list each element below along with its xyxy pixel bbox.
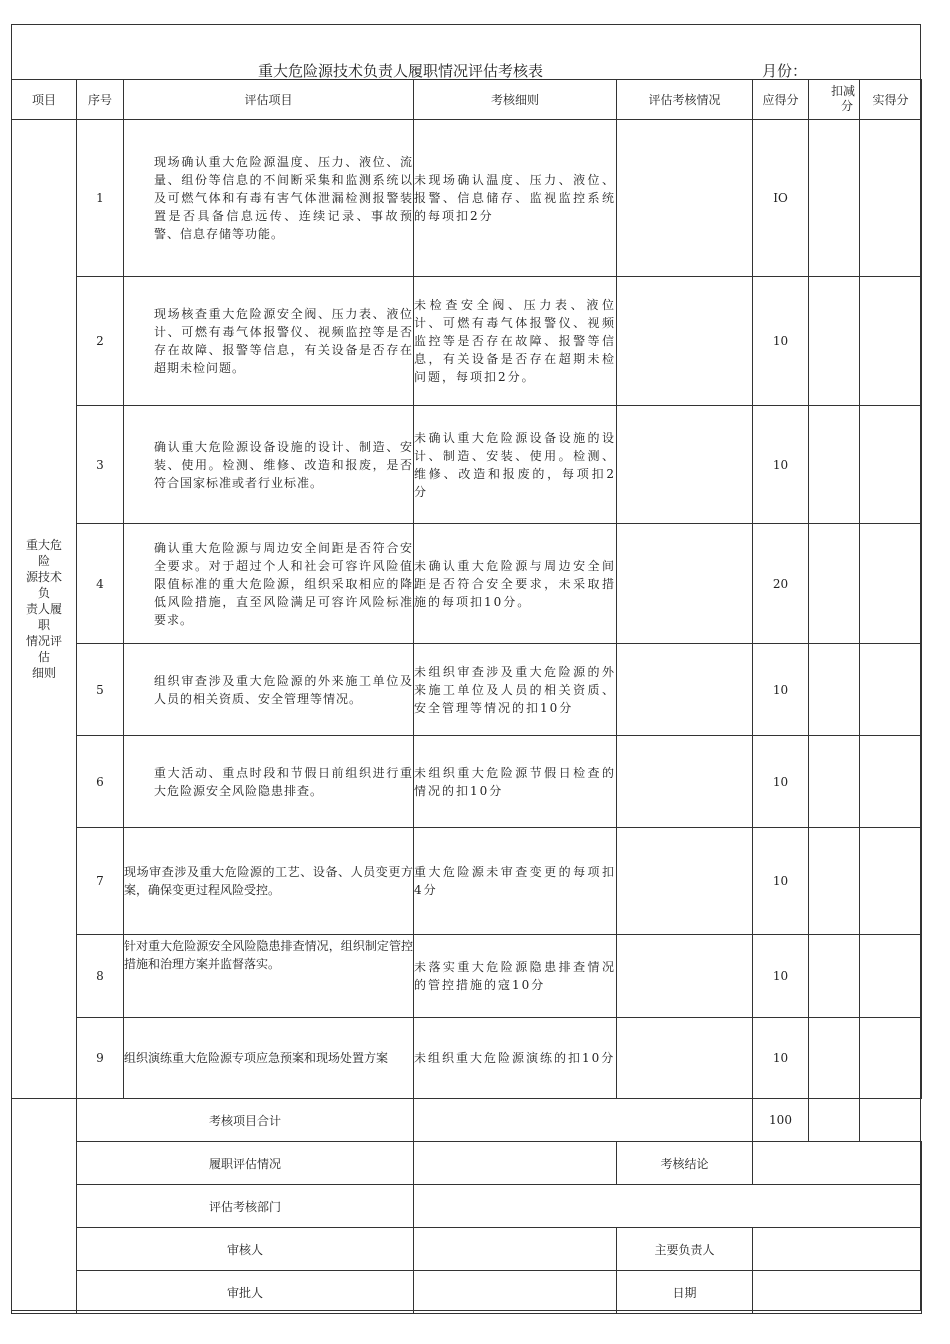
row-item: 现场确认重大危险源温度、压力、液位、流量、组份等信息的不间断采集和监测系统以及可燃气体和有毒有害气体泄漏检测报警装置是否具备信息远传、连续记录、事故预警、信息存储等功能。	[124, 120, 414, 277]
evaluation-table	[11, 79, 922, 1314]
row-status[interactable]	[617, 1018, 753, 1099]
row-deduct[interactable]	[809, 736, 860, 828]
row-rule: 未确认重大危险源与周边安全间距是否符合安全要求，未采取措施的每项扣10分。	[414, 524, 617, 644]
row-actual[interactable]	[860, 828, 922, 935]
table-row	[12, 828, 922, 935]
row-seq: 4	[77, 524, 124, 644]
row-deduct[interactable]	[809, 644, 860, 736]
category-line: 情况评	[25, 634, 62, 648]
row-deduct[interactable]	[809, 406, 860, 524]
col-deduct-header	[809, 80, 860, 120]
blank-cell	[12, 1228, 77, 1271]
row-seq: 9	[77, 1018, 124, 1099]
category-line: 险	[37, 554, 50, 568]
total-value: 100	[753, 1099, 809, 1142]
row-status[interactable]	[617, 736, 753, 828]
table-row	[12, 1018, 922, 1099]
total-row	[12, 1099, 922, 1142]
col-rule-header: 考核细则	[414, 80, 617, 120]
row-item: 确认重大危险源与周边安全间距是否符合安全要求。对于超过个人和社会可容许风险值限值标准的重大危险源，组织采取相应的降低风险措施，直至风险满足可容许风险标准要求。	[124, 524, 414, 644]
row-actual[interactable]	[860, 935, 922, 1018]
row-rule: 未组织审查涉及重大危险源的外来施工单位及人员的相关资质、安全管理等情况的扣10分	[414, 644, 617, 736]
row-actual[interactable]	[860, 644, 922, 736]
total-notes[interactable]	[414, 1099, 753, 1142]
category-cell	[12, 120, 77, 1099]
row-item: 现场核查重大危险源安全阀、压力表、液位计、可燃有毒气体报警仪、视频监控等是否存在故障、报警等信息，有关设备是否存在超期未检问题。	[124, 277, 414, 406]
row-status[interactable]	[617, 644, 753, 736]
deduct-header-line2: 分	[840, 99, 853, 113]
blank-cell	[12, 1185, 77, 1228]
table-row	[12, 736, 922, 828]
row-rule: 未检查安全阀、压力表、液位计、可燃有毒气体报警仪、视频监控等是否存在故障、报警等信息，有关设备是否存在超期未检问题，每项扣2分。	[414, 277, 617, 406]
category-line: 源技术	[25, 570, 62, 584]
header-row	[12, 80, 922, 120]
row-rule: 未组织重大危险源演练的扣10分	[414, 1018, 617, 1099]
col-actual-header: 实得分	[860, 80, 922, 120]
category-line: 细则	[31, 666, 56, 680]
row-item: 组织审查涉及重大危险源的外来施工单位及人员的相关资质、安全管理等情况。	[124, 644, 414, 736]
row-due-score: IO	[753, 120, 809, 277]
conclusion-value[interactable]	[753, 1142, 922, 1185]
row-status[interactable]	[617, 120, 753, 277]
table-row	[12, 644, 922, 736]
reviewer-row	[12, 1228, 922, 1271]
blank-cell	[12, 1271, 77, 1314]
row-seq: 1	[77, 120, 124, 277]
row-actual[interactable]	[860, 524, 922, 644]
performance-value[interactable]	[414, 1142, 617, 1185]
category-line: 重大危	[25, 538, 62, 552]
row-actual[interactable]	[860, 277, 922, 406]
performance-label: 履职评估情况	[77, 1142, 414, 1185]
row-item: 组织演练重大危险源专项应急预案和现场处置方案	[124, 1018, 414, 1099]
row-rule: 未现场确认温度、压力、液位、报警、信息储存、监视监控系统的每项扣2分	[414, 120, 617, 277]
col-item-header: 评估项目	[124, 80, 414, 120]
row-actual[interactable]	[860, 1018, 922, 1099]
col-status-header: 评估考核情况	[617, 80, 753, 120]
deduct-header-line1: 扣减	[830, 84, 855, 98]
row-rule: 未确认重大危险源设备设施的设计、制造、安装、使用。检测、维修、改造和报废的，每项扣2分	[414, 406, 617, 524]
row-due-score: 10	[753, 736, 809, 828]
approver-label: 审批人	[77, 1271, 414, 1314]
approver-row	[12, 1271, 922, 1314]
total-deduct[interactable]	[809, 1099, 860, 1142]
col-seq-header: 序号	[77, 80, 124, 120]
row-item: 针对重大危险源安全风险隐患排查情况，组织制定管控措施和治理方案并监督落实。	[124, 935, 414, 1018]
table-row	[12, 406, 922, 524]
row-seq: 3	[77, 406, 124, 524]
row-due-score: 10	[753, 406, 809, 524]
row-due-score: 10	[753, 828, 809, 935]
row-status[interactable]	[617, 277, 753, 406]
row-seq: 6	[77, 736, 124, 828]
conclusion-label: 考核结论	[617, 1142, 753, 1185]
row-deduct[interactable]	[809, 524, 860, 644]
department-row	[12, 1185, 922, 1228]
row-deduct[interactable]	[809, 120, 860, 277]
total-label: 考核项目合计	[77, 1099, 414, 1142]
blank-cell	[12, 1099, 77, 1142]
blank-cell	[12, 1142, 77, 1185]
row-status[interactable]	[617, 406, 753, 524]
row-item: 确认重大危险源设备设施的设计、制造、安装、使用。检测、维修、改造和报废，是否符合国家标准或者行业标准。	[124, 406, 414, 524]
row-actual[interactable]	[860, 736, 922, 828]
row-seq: 2	[77, 277, 124, 406]
department-label: 评估考核部门	[77, 1185, 414, 1228]
row-rule: 未落实重大危险源隐患排查情况的管控措施的寇10分	[414, 935, 617, 1018]
row-actual[interactable]	[860, 406, 922, 524]
table-row	[12, 524, 922, 644]
row-deduct[interactable]	[809, 935, 860, 1018]
row-status[interactable]	[617, 524, 753, 644]
row-deduct[interactable]	[809, 277, 860, 406]
row-seq: 8	[77, 935, 124, 1018]
category-line: 责人履	[25, 602, 62, 616]
row-item: 现场审查涉及重大危险源的工艺、设备、人员变更方案，确保变更过程风险受控。	[124, 828, 414, 935]
month-label: 月份：	[762, 62, 808, 80]
col-category-header: 项目	[12, 80, 77, 120]
row-due-score: 10	[753, 935, 809, 1018]
row-status[interactable]	[617, 828, 753, 935]
row-seq: 7	[77, 828, 124, 935]
row-deduct[interactable]	[809, 828, 860, 935]
col-due-header: 应得分	[753, 80, 809, 120]
category-line: 估	[37, 650, 50, 664]
approver-value[interactable]	[414, 1271, 617, 1314]
row-due-score: 10	[753, 1018, 809, 1099]
performance-row	[12, 1142, 922, 1185]
row-due-score: 20	[753, 524, 809, 644]
row-rule: 重大危险源未审查变更的每项扣4分	[414, 828, 617, 935]
principal-label: 主要负责人	[617, 1228, 753, 1271]
reviewer-value[interactable]	[414, 1228, 617, 1271]
date-value[interactable]	[753, 1271, 922, 1314]
row-deduct[interactable]	[809, 1018, 860, 1099]
category-line: 负	[37, 586, 50, 600]
row-status[interactable]	[617, 935, 753, 1018]
row-seq: 5	[77, 644, 124, 736]
row-rule: 未组织重大危险源节假日检查的情况的扣10分	[414, 736, 617, 828]
category-line: 职	[37, 618, 50, 632]
row-due-score: 10	[753, 277, 809, 406]
row-due-score: 10	[753, 644, 809, 736]
table-row	[12, 120, 922, 277]
row-item: 重大活动、重点时段和节假日前组织进行重大危险源安全风险隐患排查。	[124, 736, 414, 828]
principal-value[interactable]	[753, 1228, 922, 1271]
table-row	[12, 935, 922, 1018]
form-title: 重大危险源技术负责人履职情况评估考核表	[258, 62, 544, 80]
department-value[interactable]	[414, 1185, 922, 1228]
row-actual[interactable]	[860, 120, 922, 277]
total-actual[interactable]	[860, 1099, 922, 1142]
reviewer-label: 审核人	[77, 1228, 414, 1271]
date-label: 日期	[617, 1271, 753, 1314]
table-row	[12, 277, 922, 406]
